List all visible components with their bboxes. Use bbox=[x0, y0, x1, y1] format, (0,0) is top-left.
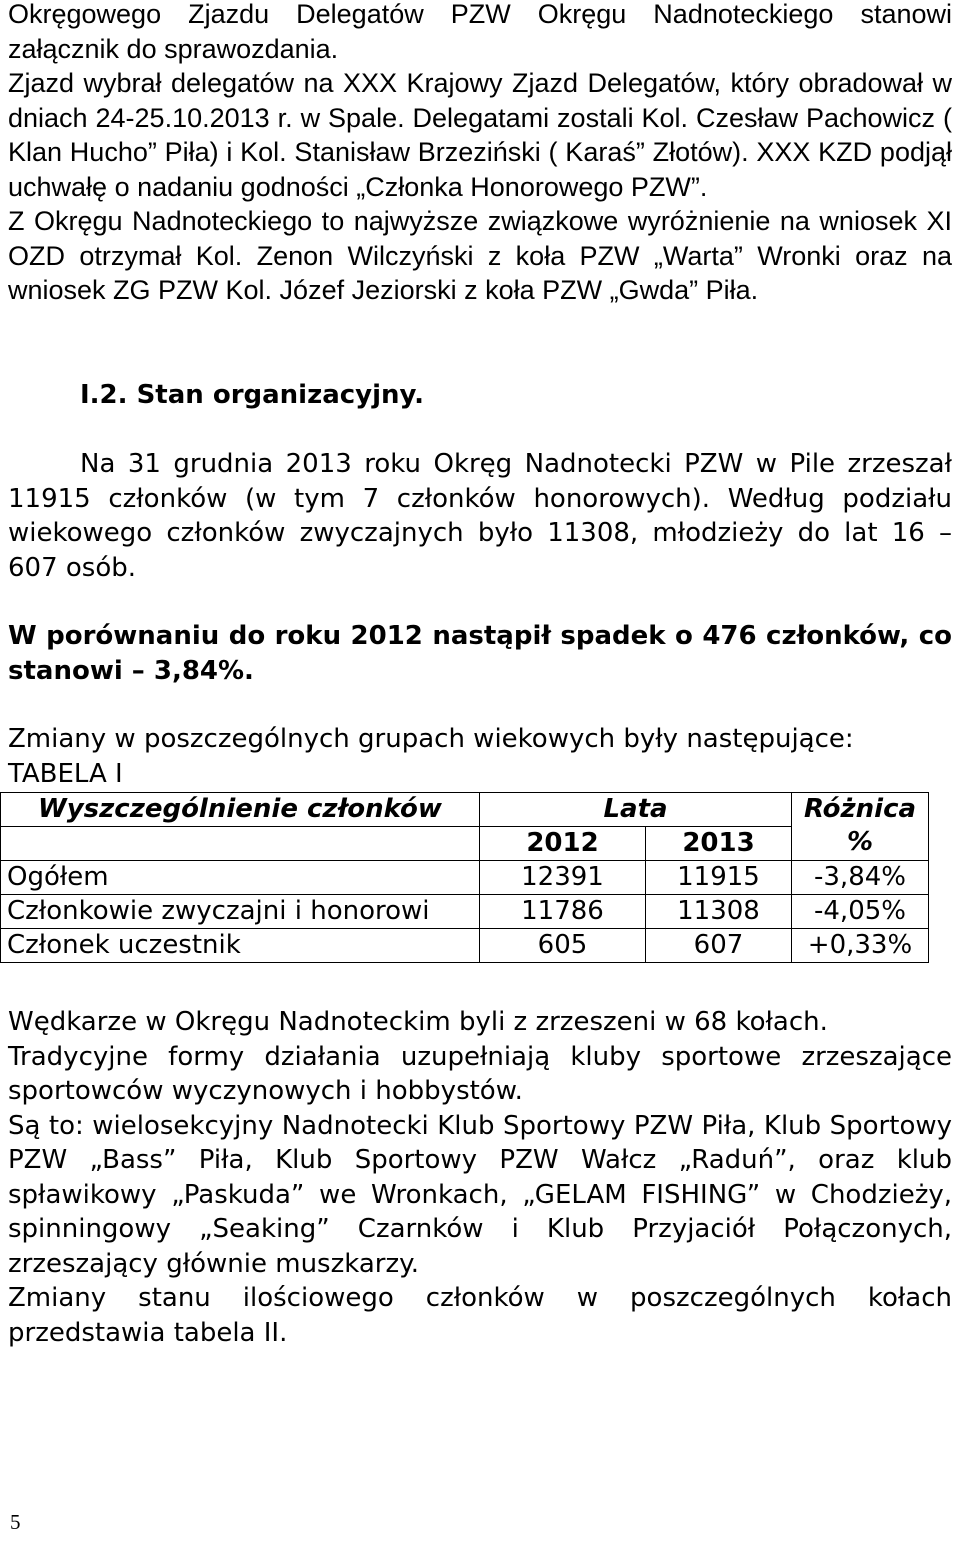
table-row bbox=[1, 861, 929, 895]
clubs-paragraph-4: Zmiany stanu ilościowego członków w poszczególnych kołach przedstawia tabela II. bbox=[8, 1283, 952, 1348]
membership-paragraph: Na 31 grudnia 2013 roku Okręg Nadnotecki PZW w Pile zrzeszał 11915 członków (w tym 7 członków honorowych). Według podziału wiekowego członków zwyczajnych było 11308, młodzieży do lat 16 – 607 osób. bbox=[8, 449, 952, 583]
clubs-paragraph-1: Wędkarze w Okręgu Nadnoteckim byli z zrzeszeni w 68 kołach. bbox=[8, 1007, 828, 1037]
row-value-2013: 11308 bbox=[646, 895, 792, 929]
table-header-row-1 bbox=[1, 793, 929, 827]
decline-paragraph: W porównaniu do roku 2012 nastąpił spadek o 476 członków, co stanowi – 3,84%. bbox=[8, 621, 952, 686]
intro-paragraph-2: Zjazd wybrał delegatów na XXX Krajowy Zjazd Delegatów, który obradował w dniach 24-25.10.2013 r. w Spale. Delegatami zostali Kol. Czesław Pachowicz ( Klan Hucho” Piła) i Kol. Stanisław Brzeziński ( Karaś” Złotów). XXX KZD podjął uchwałę o nadaniu godności „Członka Honorowego PZW”. bbox=[8, 68, 952, 202]
header-year-2012: 2012 bbox=[480, 827, 646, 861]
table-row bbox=[1, 929, 929, 963]
clubs-section bbox=[8, 1005, 952, 1350]
row-diff: -3,84% bbox=[792, 861, 929, 895]
row-value-2012: 605 bbox=[480, 929, 646, 963]
changes-intro: Zmiany w poszczególnych grupach wiekowych były następujące: bbox=[8, 724, 854, 754]
row-value-2013: 607 bbox=[646, 929, 792, 963]
table-row bbox=[1, 895, 929, 929]
intro-paragraph-1: Okręgowego Zjazdu Delegatów PZW Okręgu Nadnoteckiego stanowi załącznik do sprawozdania. bbox=[8, 0, 952, 64]
header-years-label: Lata bbox=[480, 793, 792, 827]
row-value-2012: 11786 bbox=[480, 895, 646, 929]
header-year-2013: 2013 bbox=[646, 827, 792, 861]
intro-paragraph-3: Z Okręgu Nadnoteckiego to najwyższe związkowe wyróżnienie na wniosek XI OZD otrzymał Kol. Zenon Wilczyński z koła PZW „Warta” Wronki oraz na wniosek ZG PZW Kol. Józef Jeziorski z koła PZW „Gwda” Piła. bbox=[8, 206, 952, 305]
section-heading: I.2. Stan organizacyjny. bbox=[80, 380, 424, 410]
intro-section bbox=[8, 0, 952, 308]
header-diff-label: Różnica % bbox=[792, 793, 929, 861]
row-diff: -4,05% bbox=[792, 895, 929, 929]
row-value-2013: 11915 bbox=[646, 861, 792, 895]
header-empty-cell bbox=[1, 827, 480, 861]
changes-section bbox=[8, 722, 952, 791]
table-caption: TABELA I bbox=[8, 758, 123, 789]
clubs-paragraph-2: Tradycyjne formy działania uzupełniają kluby sportowe zrzeszające sportowców wyczynowych i hobbystów. bbox=[8, 1041, 952, 1106]
row-label: Ogółem bbox=[1, 861, 480, 895]
page-number: 5 bbox=[10, 1510, 21, 1534]
membership-table bbox=[0, 792, 929, 963]
header-members-label: Wyszczególnienie członków bbox=[1, 793, 480, 827]
row-label: Członkowie zwyczajni i honorowi bbox=[1, 895, 480, 929]
row-value-2012: 12391 bbox=[480, 861, 646, 895]
row-diff: +0,33% bbox=[792, 929, 929, 963]
clubs-paragraph-3: Są to: wielosekcyjny Nadnotecki Klub Sportowy PZW Piła, Klub Sportowy PZW „Bass” Piła, Klub Sportowy PZW Wałcz „Raduń”, oraz klub spławikowy „Paskuda” we Wronkach, „GELAM FISHING” w Chodzieży, spinningowy „Seaking” Czarnków i Klub Przyjaciół Połączonych, zrzeszający głównie muszkarzy. bbox=[8, 1110, 952, 1279]
row-label: Członek uczestnik bbox=[1, 929, 480, 963]
table-header-row-2 bbox=[1, 827, 929, 861]
